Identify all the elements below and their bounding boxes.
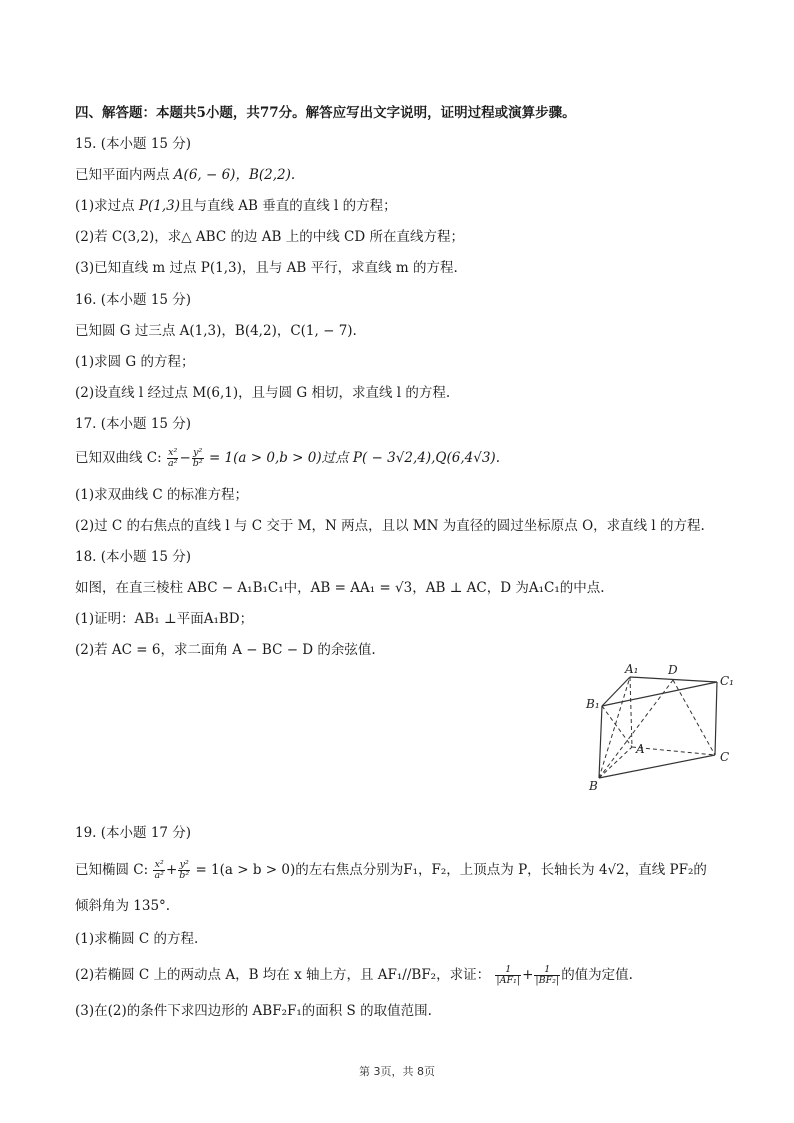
q15-part1 (75, 197, 397, 215)
q19-fraction-y (178, 860, 190, 881)
q15-stem-math: A(6, − 6)，B(2,2). (173, 167, 296, 183)
q18-stem: 如图，在直三棱柱 ABC − A₁B₁C₁中，AB = AA₁ = √3，AB ⊥ AC，D 为A₁C₁的中点. (75, 580, 605, 596)
q17-stem-post-a: = 1(a > 0,b > 0)过点 P( − 3 (208, 450, 396, 466)
q17-fraction-y (192, 448, 204, 469)
q19-plus: + (165, 862, 178, 878)
label-b: B (589, 779, 598, 793)
q19-frac2-num: y² (179, 859, 189, 870)
q19-stem-line2: 倾斜角为 135°. (75, 898, 171, 914)
q15-part1-rest: 且与直线 AB 垂直的直线 l 的方程； (180, 198, 397, 214)
q16-part1: (1)求圆 G 的方程； (75, 354, 195, 370)
q19-part2-pre: (2)若椭圆 C 上的两动点 A，B 均在 x 轴上方，且 AF₁//BF₂，求证： (75, 967, 491, 983)
edge-b-c (599, 755, 715, 778)
q19-frac1-num: x² (154, 859, 164, 870)
q17-part1: (1)求双曲线 C 的标准方程； (75, 487, 249, 503)
edge-c1-c (715, 682, 717, 755)
q17-frac1-num: x² (168, 447, 178, 458)
q17-header: 17. (本小题 15 分) (75, 416, 192, 432)
q17-minus: − (179, 450, 191, 466)
edge-b1-a1 (602, 677, 630, 706)
q19-part2-frac2 (534, 965, 560, 986)
q17-stem-post-b: ,4),Q(6,4 (412, 450, 474, 466)
q16-header: 16. (本小题 15 分) (75, 292, 192, 308)
edge-b1-a (602, 706, 632, 747)
label-d: D (668, 663, 678, 677)
edge-d-c (673, 680, 715, 755)
q15-part2: (2)若 C(3,2)，求△ ABC 的边 AB 上的中线 CD 所在直线方程； (75, 229, 464, 245)
section-title: 四、解答题：本题共5小题，共77分。解答应写出文字说明，证明过程或演算步骤。 (75, 105, 576, 121)
q15-stem-text: 已知平面内两点 (75, 167, 170, 183)
q19-part2-frac2-den: |BF₂| (535, 975, 560, 986)
q19-part3: (3)在(2)的条件下求四边形的 ABF₂F₁的面积 S 的取值范围. (75, 1003, 432, 1019)
q17-frac2-den: b² (192, 458, 203, 469)
label-c1: C₁ (720, 674, 734, 688)
q16-stem: 已知圆 G 过三点 A(1,3)，B(4,2)，C(1, − 7). (75, 323, 357, 339)
q15-header: 15. (本小题 15 分) (75, 136, 192, 152)
q19-stem (75, 860, 707, 881)
q19-frac2-den: b² (179, 870, 190, 881)
q18-part1: (1)证明：AB₁ ⊥平面A₁BD； (75, 611, 254, 627)
label-c: C (720, 750, 730, 764)
q17-stem (75, 448, 500, 469)
q19-part2-frac2-num: 1 (534, 965, 560, 976)
q17-sqrt2: √3 (473, 450, 491, 466)
edge-b1-c1 (602, 682, 717, 706)
q15-part3: (3)已知直线 m 过点 P(1,3)，且与 AB 平行，求直线 m 的方程. (75, 260, 458, 276)
q19-part2 (75, 965, 633, 986)
q15-part1-math: P(1,3) (138, 198, 181, 214)
q19-fraction-x (153, 860, 164, 881)
label-a1: A₁ (625, 662, 639, 676)
q16-part2: (2)设直线 l 经过点 M(6,1)，且与圆 G 相切，求直线 l 的方程. (75, 385, 451, 401)
q19-part2-frac1-den: |AF₁| (496, 975, 521, 986)
q17-frac1-den: a² (167, 458, 178, 469)
edge-b1-b (599, 706, 602, 778)
q19-part2-frac1 (495, 965, 521, 986)
q19-stem-post: = 1(a > b > 0)的左右焦点分别为F₁，F₂，上顶点为 P，长轴长为 4√2，直线 PF₂的 (195, 862, 707, 878)
q17-frac2-num: y² (193, 447, 203, 458)
q17-fraction-x (167, 448, 178, 469)
q17-stem-pre: 已知双曲线 C: (75, 450, 162, 466)
q19-stem-pre: 已知椭圆 C: (75, 862, 149, 878)
label-a: A (636, 742, 645, 756)
q19-part2-post: 的值为定值. (561, 967, 633, 983)
q17-part2: (2)过 C 的右焦点的直线 l 与 C 交于 M，N 两点，且以 MN 为直径的圆过坐标原点 O，求直线 l 的方程. (75, 518, 705, 534)
q17-sqrt1: √2 (395, 450, 413, 466)
page-footer: 第 3页，共 8页 (359, 1065, 435, 1078)
q19-part2-plus: + (522, 967, 534, 983)
q19-header: 19. (本小题 17 分) (75, 825, 192, 841)
q18-part2: (2)若 AC = 6，求二面角 A − BC − D 的余弦值. (75, 642, 376, 658)
q19-frac1-den: a² (154, 870, 164, 881)
prism-figure (575, 660, 745, 795)
edge-b-d (599, 680, 673, 778)
label-b1: B₁ (586, 697, 600, 711)
q15-part1-text: (1)求过点 (75, 198, 135, 214)
q19-part2-frac1-num: 1 (495, 965, 521, 976)
q18-header: 18. (本小题 15 分) (75, 549, 192, 565)
q15-stem (75, 166, 295, 184)
q17-stem-post-c: ). (490, 450, 500, 466)
q19-part1: (1)求椭圆 C 的方程. (75, 931, 199, 947)
